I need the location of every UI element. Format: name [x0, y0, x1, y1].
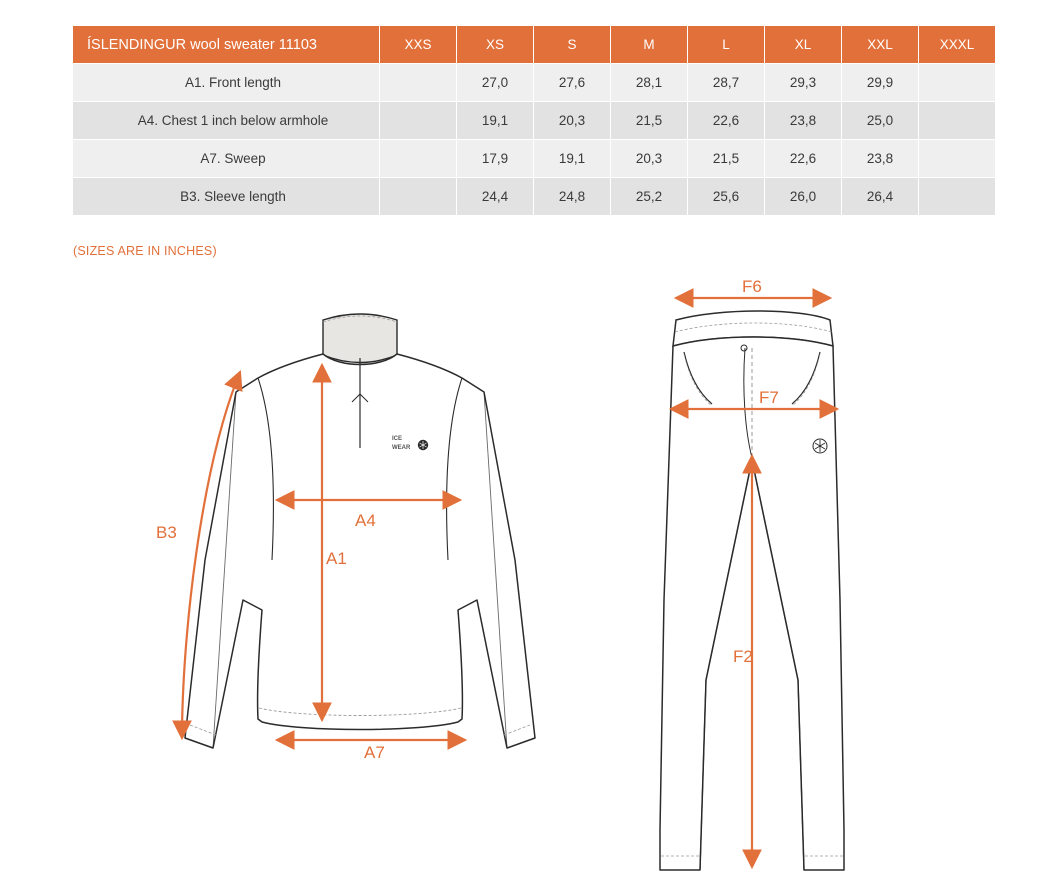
table-row — [73, 178, 996, 216]
svg-text:ICE: ICE — [392, 436, 403, 442]
measurement-value — [919, 64, 996, 102]
table-row — [73, 102, 996, 140]
measurement-value: 21,5 — [611, 102, 688, 140]
measurement-value: 25,0 — [842, 102, 919, 140]
table-row — [73, 140, 996, 178]
svg-text:WEAR: WEAR — [392, 445, 411, 451]
size-header-xxxl: XXXL — [919, 26, 996, 64]
measurement-value: 28,1 — [611, 64, 688, 102]
size-chart-table — [72, 25, 996, 216]
measurement-value: 25,6 — [688, 178, 765, 216]
dimension-label-a7: A7 — [364, 743, 385, 762]
measurement-value: 24,8 — [534, 178, 611, 216]
measurement-value: 26,0 — [765, 178, 842, 216]
size-header-xxs: XXS — [380, 26, 457, 64]
table-header-row — [73, 26, 996, 64]
measurement-value: 27,6 — [534, 64, 611, 102]
measurement-value: 29,9 — [842, 64, 919, 102]
measurement-value: 29,3 — [765, 64, 842, 102]
measurement-value — [919, 178, 996, 216]
table-row — [73, 64, 996, 102]
measurement-label: A4. Chest 1 inch below armhole — [73, 102, 380, 140]
garment-diagrams — [0, 270, 1046, 890]
size-header-m: M — [611, 26, 688, 64]
measurement-label: A7. Sweep — [73, 140, 380, 178]
measurement-value — [380, 102, 457, 140]
measurement-label: B3. Sleeve length — [73, 178, 380, 216]
measurement-value: 17,9 — [457, 140, 534, 178]
size-header-l: L — [688, 26, 765, 64]
measurement-value: 23,8 — [765, 102, 842, 140]
measurement-value — [380, 64, 457, 102]
table-body — [73, 64, 996, 216]
dimension-label-f6: F6 — [742, 277, 762, 296]
measurement-value: 19,1 — [534, 140, 611, 178]
measurement-value: 24,4 — [457, 178, 534, 216]
dimension-label-b3: B3 — [156, 523, 177, 542]
measurement-value: 25,2 — [611, 178, 688, 216]
measurement-value — [919, 102, 996, 140]
measurement-value: 27,0 — [457, 64, 534, 102]
table-header — [73, 26, 996, 64]
size-header-xxl: XXL — [842, 26, 919, 64]
measurement-value: 28,7 — [688, 64, 765, 102]
size-header-xs: XS — [457, 26, 534, 64]
measurement-value: 21,5 — [688, 140, 765, 178]
product-name-header: ÍSLENDINGUR wool sweater 11103 — [73, 26, 380, 64]
measurement-value — [919, 140, 996, 178]
dimension-label-a1: A1 — [326, 549, 347, 568]
size-header-xl: XL — [765, 26, 842, 64]
measurement-value: 23,8 — [842, 140, 919, 178]
measurement-label: A1. Front length — [73, 64, 380, 102]
size-chart-table-container — [72, 25, 974, 216]
dimension-label-f7: F7 — [759, 388, 779, 407]
measurement-value: 22,6 — [765, 140, 842, 178]
measurement-value: 22,6 — [688, 102, 765, 140]
dimension-label-a4: A4 — [355, 511, 376, 530]
size-header-s: S — [534, 26, 611, 64]
measurement-value: 19,1 — [457, 102, 534, 140]
units-note: (SIZES ARE IN INCHES) — [73, 244, 217, 258]
measurement-value — [380, 140, 457, 178]
measurement-value — [380, 178, 457, 216]
measurement-value: 20,3 — [611, 140, 688, 178]
dimension-label-f2: F2 — [733, 647, 753, 666]
pants-technical-drawing — [660, 277, 844, 870]
sweater-technical-drawing — [156, 314, 535, 762]
measurement-value: 26,4 — [842, 178, 919, 216]
measurement-value: 20,3 — [534, 102, 611, 140]
